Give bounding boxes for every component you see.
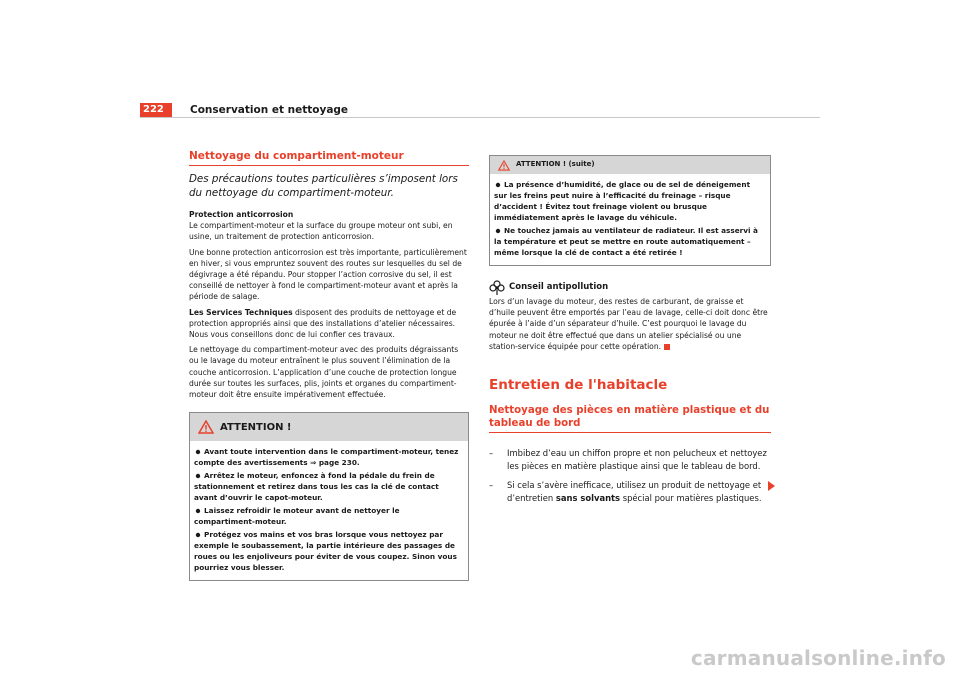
env-tip-title: Conseil antipollution bbox=[509, 282, 609, 293]
header-rule bbox=[140, 117, 820, 118]
bullet-icon bbox=[196, 509, 200, 513]
warning-body bbox=[190, 441, 468, 580]
section-subtitle: Des précautions toutes particulières s’imposent lors du nettoyage du compartiment-moteur. bbox=[189, 173, 458, 199]
warning-triangle-icon bbox=[198, 420, 214, 434]
warning-item-text: La présence d’humidité, de glace ou de sel de déneigement sur les freins peut nuire à l’efficacité du freinage – risque d’accident ! Évitez tout freinage violent ou brusque immédiatement après le lavage du véhicule. bbox=[494, 180, 751, 222]
section-title-interior: Entretien de l'habitacle bbox=[489, 377, 668, 394]
paragraph-text: disposent des produits de nettoyage et de protection appropriés ainsi que des installations d’atelier nécessaires. Nous vous conseillons donc de lui confier ces travaux. bbox=[189, 307, 457, 340]
section-rule bbox=[189, 165, 469, 166]
warning-title: ATTENTION ! bbox=[220, 421, 292, 433]
paragraph: Une bonne protection anticorrosion est très importante, particulièrement en hiver, si vous empruntez souvent des routes sur lesquelles du sel de dégivrage a été répandu. Pour stopper l’action corrosive du sel, il est conseillé de nettoyer à fond le compartiment-moteur avant et après la période de salage. bbox=[189, 247, 467, 302]
warning-title: ATTENTION ! (suite) bbox=[516, 160, 595, 169]
step-text: Imbibez d’eau un chiffon propre et non pelucheux et nettoyez les pièces en matière plastique ainsi que le tableau de bord. bbox=[507, 448, 767, 471]
paragraph: Le compartiment-moteur et la surface du groupe moteur ont subi, en usine, un traitement de protection anticorrosion. bbox=[189, 221, 453, 242]
bullet-icon bbox=[196, 450, 200, 454]
step-text bbox=[507, 479, 771, 504]
env-tip-body: Lors d’un lavage du moteur, des restes de carburant, de graisse et d’huile peuvent être emportés par l’eau de lavage, celle-ci doit donc être épurée à l’aide d’un séparateur d’huile. C’est pourquoi le lavage du moteur ne doit être effectué que dans un atelier spécialisé ou une station-service équipée pour cette opération. bbox=[489, 297, 768, 351]
bold-term: Les Services Techniques bbox=[189, 307, 293, 317]
watermark: carmanualsonline.info bbox=[690, 646, 946, 670]
warning-header bbox=[490, 156, 770, 174]
warning-item-text: Laissez refroidir le moteur avant de nettoyer le compartiment-moteur. bbox=[194, 506, 400, 527]
warning-body bbox=[490, 174, 770, 265]
warning-item-text: Protégez vos mains et vos bras lorsque vous nettoyez par exemple le soubassement, la partie intérieure des passages de roues ou les enjoliveurs pour éviter de vous coupez. Sinon vous pourriez vous blesser. bbox=[194, 530, 457, 573]
left-column bbox=[189, 150, 469, 581]
warning-triangle-icon bbox=[498, 160, 510, 171]
paragraph bbox=[189, 307, 469, 341]
env-tip-text bbox=[489, 296, 771, 352]
warning-item-text: Ne touchez jamais au ventilateur de radiateur. Il est asservi à la température et peut se mettre en route automatiquement – même lorsque la clé de contact a été retirée ! bbox=[494, 226, 758, 257]
bullet-icon bbox=[496, 183, 500, 187]
warning-item-text: Arrêtez le moteur, enfoncez à fond la pédale du frein de stationnement et retirez dans tous les cas la clé de contact avant d’ouvrir le capot-moteur. bbox=[194, 471, 439, 503]
warning-item bbox=[194, 446, 463, 468]
step-text-part: spécial pour matières plastiques. bbox=[620, 492, 762, 503]
warning-item bbox=[494, 179, 765, 223]
step-item bbox=[489, 447, 771, 472]
right-column bbox=[489, 150, 771, 511]
warning-box bbox=[189, 412, 469, 581]
step-text-bold: sans solvants bbox=[555, 492, 621, 503]
warning-item bbox=[194, 505, 463, 527]
step-text-part: Si cela s’avère inefficace, utilisez un produit de nettoyage et d’entretien bbox=[507, 480, 762, 503]
bullet-icon bbox=[196, 533, 200, 537]
paragraph: Le nettoyage du compartiment-moteur avec des produits dégraissants ou le lavage du moteur entraînent le plus souvent l’élimination de la couche anticorrosion. L’application d’une couche de protection longue durée sur toutes les surfaces, plis, joints et organes du compartiment-moteur doit être ensuite impérativement effectuée. bbox=[189, 345, 459, 400]
subsection-rule bbox=[489, 432, 771, 433]
dash-marker: – bbox=[489, 480, 494, 491]
warning-item bbox=[494, 225, 765, 258]
warning-item bbox=[194, 470, 463, 503]
warning-item bbox=[194, 529, 463, 573]
env-tip-header bbox=[489, 280, 771, 296]
warning-header bbox=[190, 413, 468, 441]
bullet-icon bbox=[496, 229, 500, 233]
continue-arrow-icon bbox=[768, 481, 775, 491]
chapter-title: Conservation et nettoyage bbox=[190, 104, 349, 116]
step-item bbox=[489, 479, 771, 504]
sub-heading: Protection anticorrosion bbox=[189, 210, 294, 219]
section-end-icon bbox=[664, 344, 670, 350]
bullet-icon bbox=[196, 474, 200, 478]
page-number: 222 bbox=[140, 103, 172, 117]
subsection-title: Nettoyage des pièces en matière plastique et du tableau de bord bbox=[489, 405, 770, 429]
dash-marker: – bbox=[489, 448, 494, 459]
warning-item-text: Avant toute intervention dans le compartiment-moteur, tenez compte des avertissements ⇒ page 230. bbox=[194, 447, 459, 468]
section-title: Nettoyage du compartiment-moteur bbox=[189, 150, 404, 162]
warning-box-continued bbox=[489, 155, 771, 266]
flower-icon bbox=[489, 280, 505, 296]
